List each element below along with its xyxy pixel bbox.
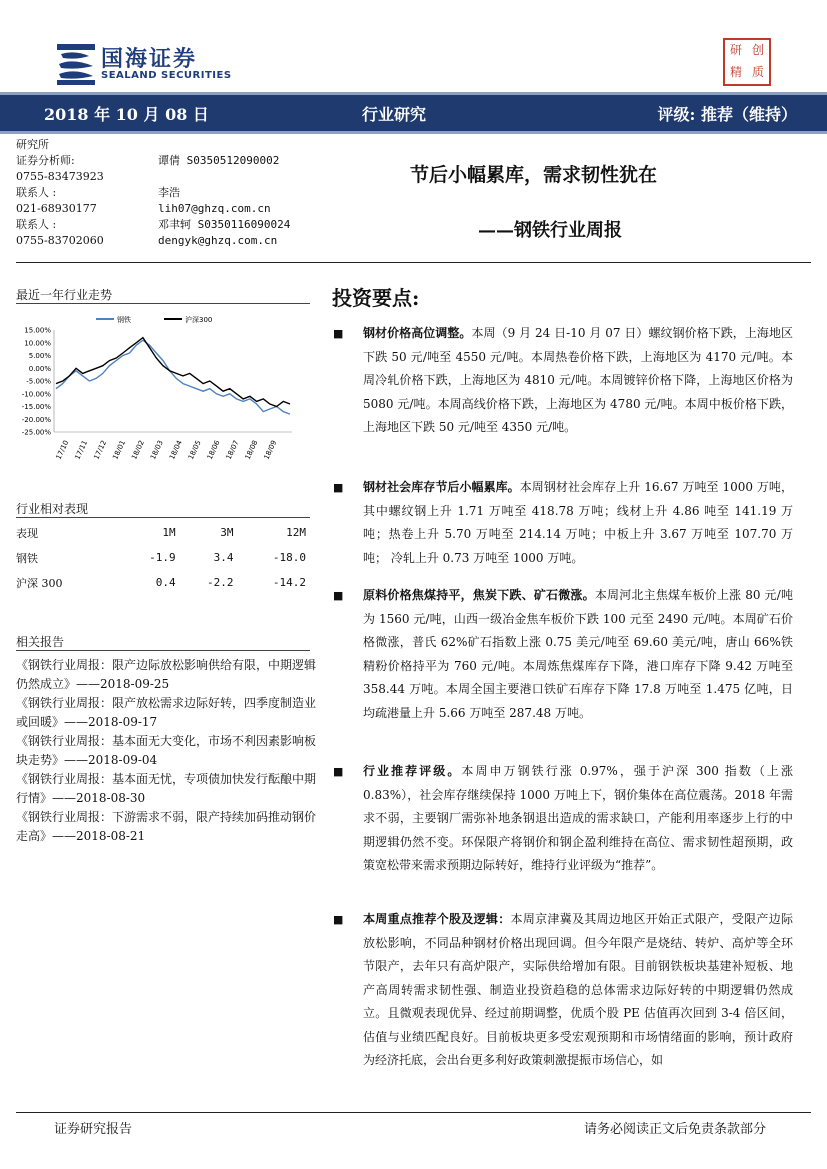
perf-table bbox=[16, 520, 306, 595]
series-line-hs300 bbox=[56, 338, 290, 407]
perf-header-cell: 表现 bbox=[16, 526, 38, 540]
y-tick-label: -10.00% bbox=[21, 390, 51, 399]
perf-header-row bbox=[16, 520, 306, 545]
contact2-info: 邓聿轲 S0350116090024 bbox=[158, 218, 291, 231]
y-tick-label: -25.00% bbox=[21, 428, 51, 437]
y-tick-label: 15.00% bbox=[24, 326, 51, 335]
series-layer bbox=[56, 338, 290, 415]
point-lead: 钢材价格高位调整。 bbox=[363, 326, 472, 340]
point-lead: 行业推荐评级。 bbox=[363, 764, 462, 778]
contact-values bbox=[158, 153, 290, 249]
point-lead: 原料价格焦煤持平，焦炭下跌、矿石微涨。 bbox=[363, 588, 595, 602]
y-tick-label: 5.00% bbox=[28, 352, 51, 360]
y-tick-label: 10.00% bbox=[24, 339, 51, 348]
perf-header-cell: 12M bbox=[286, 526, 306, 539]
point-text: 本周京津冀及其周边地区开始正式限产，受限产边际放松影响，不同品种钢材价格出现回调。但今年限产是烧结、转炉、高炉等全环节限产，去年只有高炉限产，实际供给增加有限。目前钢铁板块基建补短板、地产高周转需求韧性强、制造业投资趋稳的总体需求边际好转的中期逻辑仍然成立。且微观表现优异、经过前期调整，优质个股 PE 估值再次回到 3-4 倍区间，估值与业绩匹配良好。目前板块更多受宏观预期和市场情绪面的影响，预计政府为经济托底，会出台更多利好政策刺激提振市场信心，如 bbox=[363, 912, 793, 1067]
x-tick-label: 18/03 bbox=[149, 439, 165, 461]
x-tick-label: 18/06 bbox=[205, 439, 222, 461]
header-divider bbox=[16, 262, 811, 263]
perf-1m: 0.4 bbox=[155, 576, 176, 589]
reports-divider bbox=[16, 650, 310, 651]
point-text: 本周河北主焦煤车板价上涨 80 元/吨为 1560 元/吨，山西一级冶金焦车板价下跌 100 元至 2490 元/吨。本周矿石价格微涨，普氏 62%矿石指数上涨 0.75 美元/吨至 69.60 美元/吨，唐山 66%铁精粉价格持平为 760 元/吨。本周炼焦煤库存下降，港口库存下降 9.42 万吨至 358.44 万吨。本周全国主要港口铁矿石库存下降 17.8 万吨至 1.475 亿吨，日均疏港量上升 5.66 万吨至 287.48 万吨。 bbox=[363, 588, 793, 720]
related-reports bbox=[16, 656, 316, 846]
report-link[interactable]: 《钢铁行业周报：基本面无忧，专项债加快发行酝酿中期行情》——2018-08-30 bbox=[16, 772, 317, 805]
perf-row-hs300 bbox=[16, 570, 306, 595]
y-tick-label: -15.00% bbox=[21, 403, 51, 411]
seal-char: 研 bbox=[729, 43, 742, 57]
company-logo bbox=[55, 40, 235, 90]
perf-3m: -2.2 bbox=[207, 576, 234, 589]
perf-row-steel bbox=[16, 545, 306, 570]
y-axis bbox=[22, 327, 54, 437]
chart-legend bbox=[96, 315, 212, 324]
footer-left: 证券研究报告 bbox=[54, 1122, 133, 1137]
x-tick-label: 18/01 bbox=[111, 439, 128, 461]
x-tick-label: 18/04 bbox=[168, 439, 184, 461]
point-lead: 钢材社会库存节后小幅累库。 bbox=[363, 480, 520, 494]
x-tick-label: 18/09 bbox=[262, 439, 279, 461]
logo-text-en: SEALAND SECURITIES bbox=[101, 70, 232, 81]
trend-chart bbox=[14, 310, 310, 470]
contact1-name: 李浩 bbox=[158, 186, 180, 199]
perf-name: 钢铁 bbox=[16, 551, 38, 565]
contact1-email[interactable]: lih07@ghzq.com.cn bbox=[158, 202, 271, 215]
perf-header-cell: 3M bbox=[220, 526, 234, 539]
perf-header-cell: 1M bbox=[162, 526, 176, 539]
legend-label-hs300: 沪深300 bbox=[185, 316, 213, 324]
logo-text-cn: 国海证券 bbox=[101, 47, 198, 72]
contact-line: 0755-83473923 bbox=[16, 170, 104, 183]
x-tick-label: 17/12 bbox=[92, 439, 109, 461]
point-stock-picks bbox=[333, 908, 793, 1073]
x-tick-label: 17/11 bbox=[73, 439, 90, 461]
research-seal bbox=[723, 38, 771, 86]
bullet-icon: ■ bbox=[333, 589, 344, 602]
trend-divider bbox=[16, 303, 310, 304]
point-text: 本周申万钢铁行涨 0.97%，强于沪深 300 指数（上涨 0.83%），社会库存继续保持 1000 万吨上下，钢价集体在高位震荡。2018 年需求不弱，主要钢厂需弥补地条钢退出造成的需求缺口，产能利用率逐步上行的中期逻辑仍然不变。环保限产将钢价和钢企盈利维持在高位、需求韧性超预期，政策宽松带来需求预期边际转好，维持行业评级为“推荐”。 bbox=[363, 764, 793, 872]
bullet-icon: ■ bbox=[333, 765, 344, 778]
bullet-icon: ■ bbox=[333, 481, 344, 494]
report-link[interactable]: 《钢铁行业周报：下游需求不弱，限产持续加码推动钢价走高》——2018-08-21 bbox=[16, 810, 317, 843]
seal-char: 质 bbox=[751, 65, 764, 79]
x-tick-label: 18/02 bbox=[130, 439, 146, 461]
point-text: 本周（9 月 24 日-10 月 07 日）螺纹钢价格下跌，上海地区下跌 50 元/吨至 4550 元/吨。本周热卷价格下跌，上海地区为 4170 元/吨。本周冷轧价格下跌，上海地区为 4810 元/吨。本周镀锌价格下降，上海地区价格为 5080 元/吨。本周高线价格下跌，上海地区为 4780 元/吨。本周中板价格下跌，上海地区下跌 50 元/吨至 4350 元/吨。 bbox=[363, 326, 793, 434]
perf-heading: 行业相对表现 bbox=[16, 502, 89, 516]
bullet-icon: ■ bbox=[333, 913, 344, 926]
report-subtitle: ——钢铁行业周报 bbox=[478, 220, 622, 241]
y-tick-label: -20.00% bbox=[21, 415, 51, 424]
contact-labels bbox=[16, 137, 104, 249]
report-rating: 评级: 推荐（维持） bbox=[657, 105, 797, 124]
legend-label-steel: 钢铁 bbox=[117, 316, 131, 324]
analyst-info: 谭倩 S0350512090002 bbox=[158, 154, 280, 167]
x-tick-label: 18/07 bbox=[224, 439, 241, 461]
contact-line: 联系人 : bbox=[16, 186, 57, 199]
perf-divider bbox=[16, 517, 310, 518]
x-tick-label: 18/08 bbox=[243, 439, 260, 461]
report-title: 节后小幅累库，需求韧性犹在 bbox=[410, 164, 658, 186]
report-link[interactable]: 《钢铁行业周报：限产边际放松影响供给有限，中期逻辑仍然成立》——2018-09-25 bbox=[16, 658, 317, 691]
contact-line: 0755-83702060 bbox=[16, 234, 104, 247]
point-raw-materials bbox=[333, 584, 793, 725]
y-tick-label: 0.00% bbox=[28, 364, 51, 373]
contact-line: 021-68930177 bbox=[16, 202, 97, 215]
x-axis bbox=[54, 432, 292, 461]
seal-char: 精 bbox=[729, 65, 742, 79]
trend-heading: 最近一年行业走势 bbox=[16, 288, 113, 302]
perf-12m: -18.0 bbox=[272, 551, 306, 564]
series-line-steel bbox=[56, 340, 290, 414]
report-date: 2018 年 10 月 08 日 bbox=[44, 105, 209, 124]
y-tick-label: -5.00% bbox=[26, 377, 51, 386]
key-points-heading: 投资要点: bbox=[332, 286, 420, 310]
reports-heading: 相关报告 bbox=[16, 635, 65, 649]
perf-3m: 3.4 bbox=[213, 551, 234, 564]
point-steel-price bbox=[333, 322, 793, 440]
report-link[interactable]: 《钢铁行业周报：限产放松需求边际好转，四季度制造业或回暖》——2018-09-17 bbox=[16, 696, 317, 729]
sealand-logo-icon bbox=[55, 40, 97, 86]
perf-12m: -14.2 bbox=[272, 576, 306, 589]
point-rating bbox=[333, 760, 793, 878]
contact-line: 研究所 bbox=[16, 138, 49, 151]
point-lead: 本周重点推荐个股及逻辑： bbox=[363, 912, 511, 926]
perf-1m: -1.9 bbox=[149, 551, 176, 564]
seal-char: 创 bbox=[751, 43, 764, 57]
report-link[interactable]: 《钢铁行业周报：基本面无大变化，市场不利因素影响板块走势》——2018-09-04 bbox=[16, 734, 317, 767]
contact-line: 证券分析师: bbox=[16, 154, 75, 167]
contact2-email[interactable]: dengyk@ghzq.com.cn bbox=[158, 234, 278, 247]
report-type: 行业研究 bbox=[362, 105, 427, 124]
x-tick-label: 18/05 bbox=[186, 439, 203, 461]
footer-divider bbox=[16, 1112, 811, 1113]
point-inventory bbox=[333, 476, 793, 570]
point-text: 本周钢材社会库存上升 16.67 万吨至 1000 万吨，其中螺纹钢上升 1.71 万吨至 418.78 万吨；线材上升 4.86 吨至 141.19 万吨；热卷上升 5.70 万吨至 214.14 万吨；中板上升 3.67 万吨至 107.70 万吨； 冷轧上升 0.73 万吨至 1000 万吨。 bbox=[363, 480, 793, 565]
contact-line: 联系人 : bbox=[16, 218, 57, 231]
footer-right: 请务必阅读正文后免责条款部分 bbox=[584, 1122, 767, 1137]
bullet-icon: ■ bbox=[333, 327, 344, 340]
perf-name: 沪深 300 bbox=[16, 576, 63, 590]
header-band bbox=[0, 92, 827, 134]
x-tick-label: 17/10 bbox=[54, 439, 71, 461]
